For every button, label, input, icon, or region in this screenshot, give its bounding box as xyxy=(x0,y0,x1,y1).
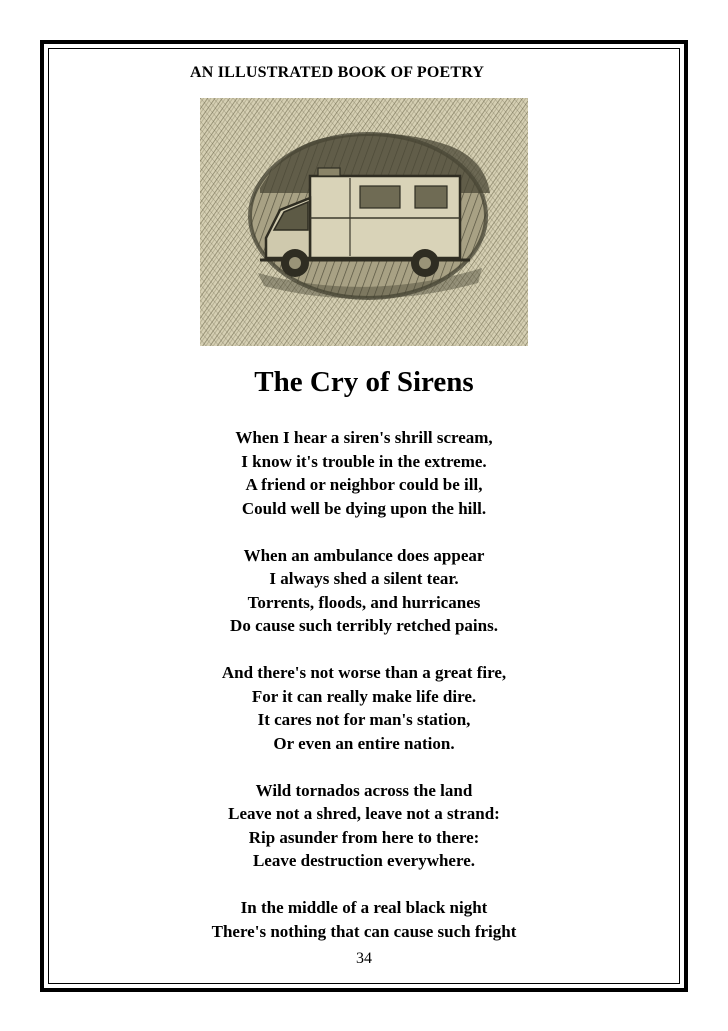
poem-line: Leave not a shred, leave not a strand: xyxy=(228,804,500,823)
poem-line: Torrents, floods, and hurricanes xyxy=(247,592,481,612)
stanza xyxy=(0,779,728,873)
poem-line: I always shed a silent tear. xyxy=(269,569,459,588)
poem-line: Could well be dying upon the hill. xyxy=(241,498,487,518)
poem-line: I know it's trouble in the extreme. xyxy=(241,451,487,471)
ambulance-illustration xyxy=(200,98,528,346)
stanza xyxy=(0,544,728,638)
stanza xyxy=(0,661,728,755)
poem-line: When an ambulance does appear xyxy=(243,545,485,565)
poem-line: A friend or neighbor could be ill, xyxy=(245,475,483,494)
poem-line: For it can really make life dire. xyxy=(251,686,477,706)
poem-line: Rip asunder from here to there: xyxy=(248,827,480,847)
poem-line: And there's not worse than a great fire, xyxy=(221,663,507,682)
poem-title: The Cry of Sirens xyxy=(254,366,474,398)
poem-line: Wild tornados across the land xyxy=(255,780,473,800)
stanza xyxy=(0,896,728,943)
poem-body xyxy=(0,426,728,967)
poem-line: Do cause such terribly retched pains. xyxy=(230,616,498,635)
page-number: 34 xyxy=(356,950,372,967)
poem-line: Or even an entire nation. xyxy=(273,733,455,753)
stanza xyxy=(0,426,728,520)
poem-line: When I hear a siren's shrill scream, xyxy=(235,428,493,447)
poem-line: There's nothing that can cause such fright xyxy=(211,921,517,941)
book-header: AN ILLUSTRATED BOOK OF POETRY xyxy=(190,64,485,81)
poem-line: It cares not for man's station, xyxy=(257,710,471,729)
poem-line: Leave destruction everywhere. xyxy=(252,851,476,870)
poem-line: In the middle of a real black night xyxy=(240,898,488,917)
